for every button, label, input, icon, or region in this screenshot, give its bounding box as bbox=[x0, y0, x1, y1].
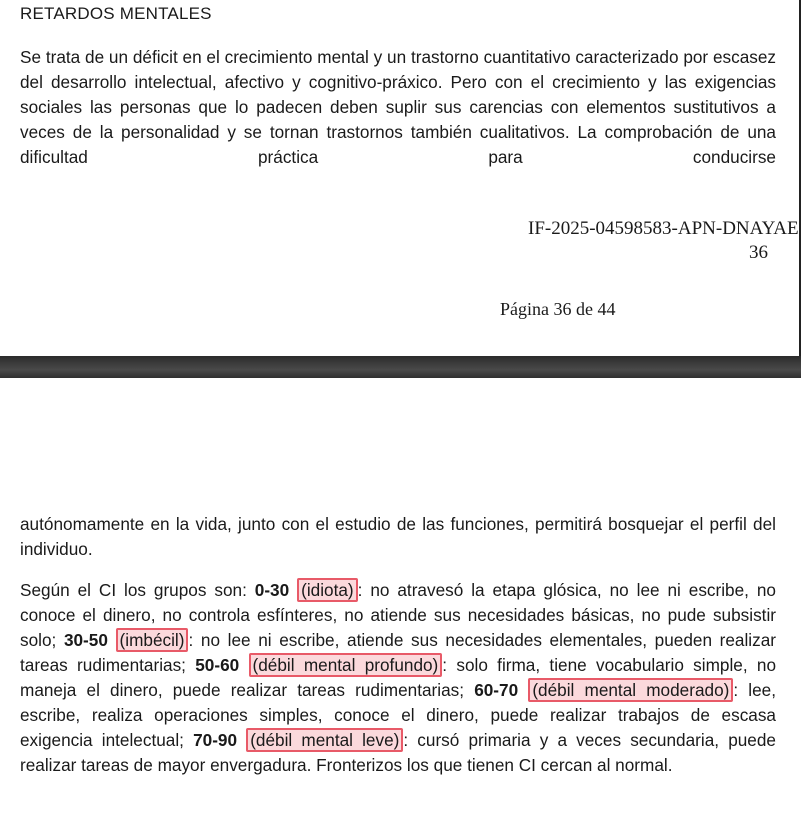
text-line: autónomamente en la vida, junto con el estudio de las funciones, permitirá bosquejar el bbox=[20, 514, 704, 534]
paragraph-definition bbox=[20, 45, 776, 170]
page-divider bbox=[0, 356, 801, 378]
text-segment: puede realizar trabajos de escasa exigencia intelectual; bbox=[20, 705, 776, 750]
text-line: por escasez del desarrollo intelectual, afectivo y cognitivo-práxico. Pero con el bbox=[20, 47, 777, 92]
paragraph-groups bbox=[20, 578, 776, 778]
text-segment: : solo firma, tiene bbox=[442, 655, 587, 675]
page-number: 36 bbox=[749, 242, 768, 263]
highlighted-term: (idiota) bbox=[297, 578, 358, 602]
text-segment: : cursó bbox=[403, 730, 460, 750]
highlighted-term: (débil mental moderado) bbox=[528, 678, 733, 702]
text-segment: : no lee ni escribe, atiende sus necesidades elementales, bbox=[188, 630, 648, 650]
range-label: 60-70 bbox=[474, 680, 519, 700]
text-segment: los que tienen CI cercan al normal. bbox=[406, 755, 673, 775]
range-label: 30-50 bbox=[63, 630, 108, 650]
text-line: carencias con elementos sustitutivos a veces de la personalidad y se tornan trastornos bbox=[20, 97, 776, 142]
paragraph-continuation bbox=[20, 512, 776, 562]
range-label: 70-90 bbox=[193, 730, 238, 750]
text-line: Se trata de un déficit en el crecimiento mental y un trastorno cuantitativo caracterizado bbox=[20, 47, 679, 67]
document-page-top bbox=[0, 0, 801, 356]
section-title: RETARDOS MENTALES bbox=[20, 4, 212, 23]
document-page-bottom bbox=[0, 378, 801, 823]
range-label: 50-60 bbox=[195, 655, 240, 675]
highlighted-term: (imbécil) bbox=[116, 628, 189, 652]
text-line: crecimiento y las exigencias sociales las personas que lo padecen deben suplir sus bbox=[20, 72, 777, 117]
text-segment: : no atravesó la etapa glósica, no lee ni escribe, bbox=[357, 580, 749, 600]
text-segment: subsistir solo; bbox=[20, 605, 776, 650]
range-label: 0-30 bbox=[254, 580, 290, 600]
text-segment: pueden realizar tareas rudimentarias; bbox=[20, 630, 776, 675]
document-id: IF-2025-04598583-APN-DNAYAE bbox=[528, 218, 799, 239]
highlighted-term: (débil mental profundo) bbox=[249, 653, 443, 677]
text-line: también cualitativos. La comprobación de una dificultad práctica para conducirse bbox=[20, 122, 776, 167]
text-segment: no conoce el dinero, no controla esfínteres, no atiende sus necesidades básicas, no pude bbox=[20, 580, 776, 625]
text-line: perfil del individuo. bbox=[20, 514, 776, 559]
text-segment: primaria y a veces secundaria, puede realizar tareas de mayor envergadura. Fronterizos bbox=[20, 730, 776, 775]
page-footer: Página 36 de 44 bbox=[500, 299, 616, 319]
text-segment: : lee, escribe, realiza operaciones simples, conoce el dinero, bbox=[20, 680, 776, 725]
text-segment: Según el CI los grupos son: bbox=[20, 580, 255, 600]
text-segment: vocabulario simple, no maneja el dinero, puede realizar tareas rudimentarias; bbox=[20, 655, 777, 700]
highlighted-term: (débil mental leve) bbox=[246, 728, 403, 752]
